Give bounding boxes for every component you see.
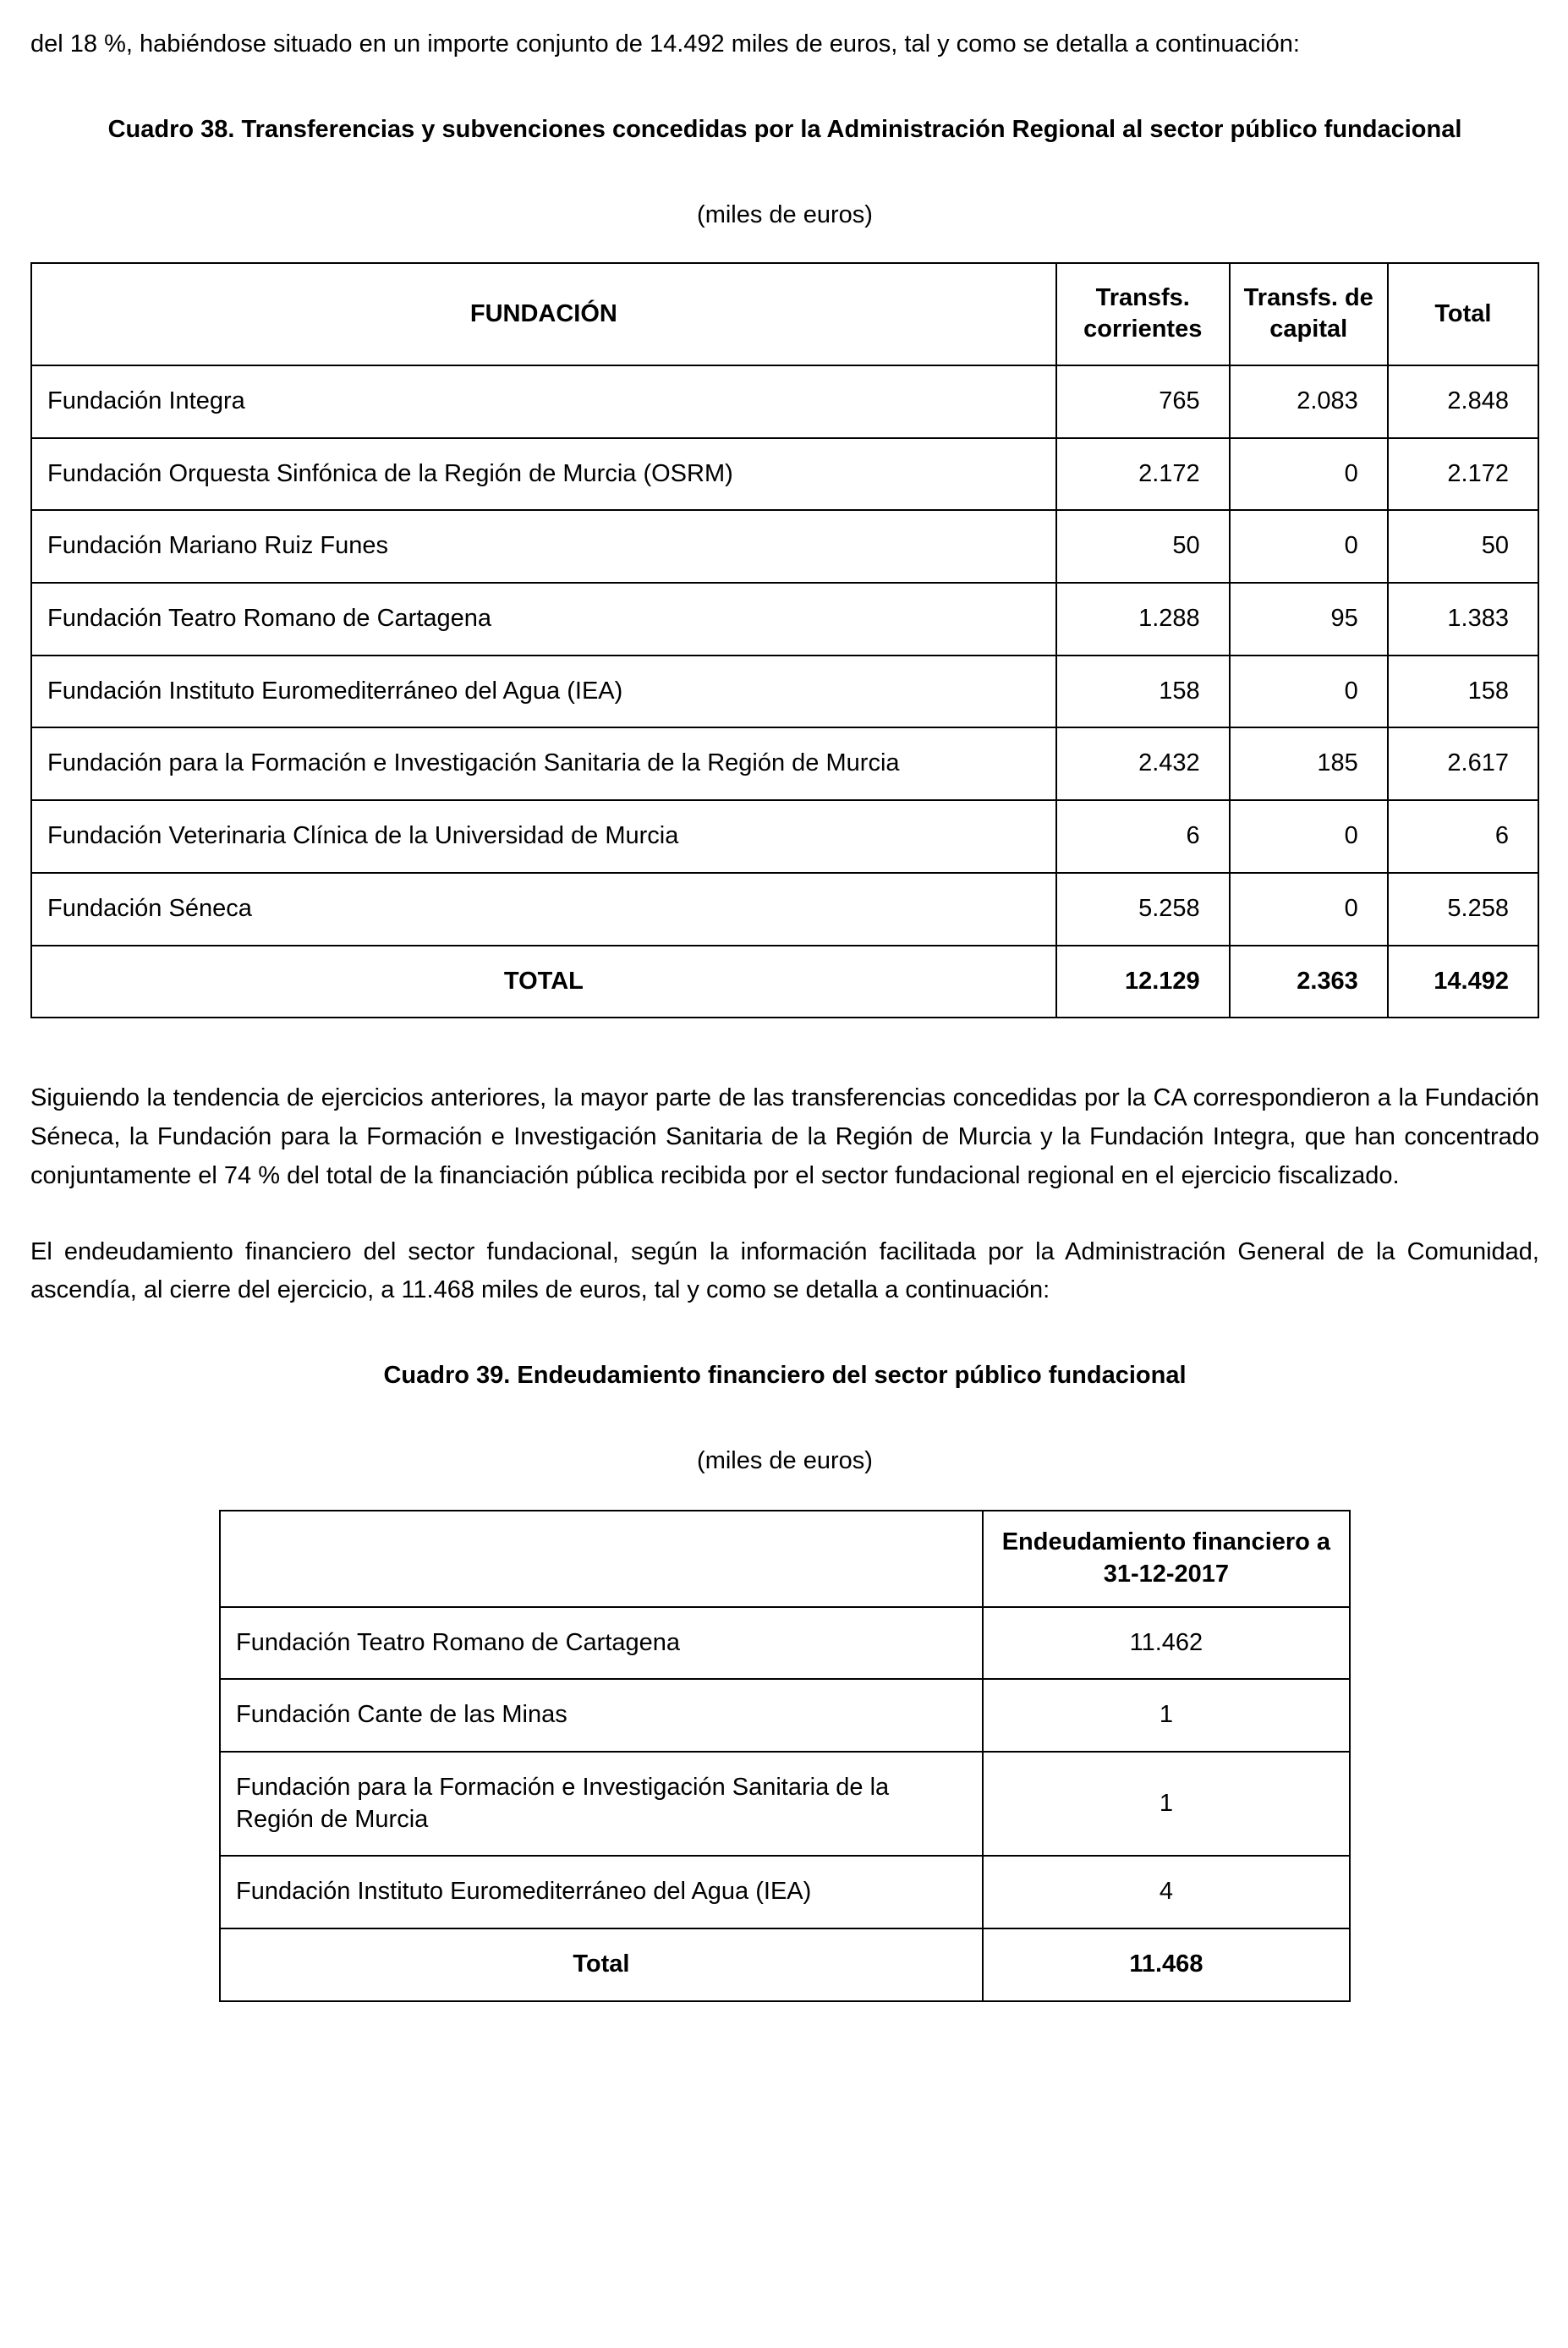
table39-header-row xyxy=(220,1511,1350,1606)
fundacion-name: Fundación Veterinaria Clínica de la Universidad de Murcia xyxy=(31,800,1056,873)
total-value: 2.172 xyxy=(1388,438,1538,511)
table-row xyxy=(220,1607,1350,1680)
transfs-capital-value: 0 xyxy=(1230,873,1388,946)
transfs-capital-value: 0 xyxy=(1230,800,1388,873)
transfs-corrientes-value: 765 xyxy=(1056,365,1230,438)
table38-units: (miles de euros) xyxy=(697,200,873,228)
transfs-corrientes-value: 6 xyxy=(1056,800,1230,873)
fundacion-name: Fundación Séneca xyxy=(31,873,1056,946)
table39-title: Cuadro 39. Endeudamiento financiero del sector público fundacional xyxy=(383,1362,1187,1390)
table-row xyxy=(220,1679,1350,1752)
intro-paragraph: del 18 %, habiéndose situado en un importe conjunto de 14.492 miles de euros, tal y como se detalla a continuación: xyxy=(30,30,1300,58)
transfs-corrientes-value: 2.432 xyxy=(1056,727,1230,800)
fundacion-name: Fundación Mariano Ruiz Funes xyxy=(31,510,1056,583)
transfs-corrientes-value: 158 xyxy=(1056,656,1230,728)
total-value: 50 xyxy=(1388,510,1538,583)
table39 xyxy=(219,1510,1351,2002)
table38-header-total: Total xyxy=(1388,263,1538,365)
table39-header-endeudamiento: Endeudamiento financiero a 31-12-2017 xyxy=(983,1511,1350,1606)
fundacion-name: Fundación Instituto Euromediterráneo del Agua (IEA) xyxy=(220,1856,983,1928)
fundacion-name: Fundación Instituto Euromediterráneo del Agua (IEA) xyxy=(31,656,1056,728)
transfs-corrientes-value: 50 xyxy=(1056,510,1230,583)
total-value: 158 xyxy=(1388,656,1538,728)
table-row xyxy=(31,365,1538,438)
transfs-corrientes-value: 2.172 xyxy=(1056,438,1230,511)
table38-header-fundacion: FUNDACIÓN xyxy=(31,263,1056,365)
table-row xyxy=(31,510,1538,583)
total-value: 2.848 xyxy=(1388,365,1538,438)
endeudamiento-value: 4 xyxy=(983,1856,1350,1928)
fundacion-name: Fundación Teatro Romano de Cartagena xyxy=(31,583,1056,656)
fundacion-name: Fundación Orquesta Sinfónica de la Región de Murcia (OSRM) xyxy=(31,438,1056,511)
table-row xyxy=(31,727,1538,800)
fundacion-name: Fundación para la Formación e Investigación Sanitaria de la Región de Murcia xyxy=(31,727,1056,800)
debt-paragraph: El endeudamiento financiero del sector fundacional, según la información facilitada por la Administración General de la Comunidad, ascendía, al cierre del ejercicio, a 11.468 miles de euros, tal y como se detalla a continuación: xyxy=(30,1237,1539,1304)
transfs-capital-value: 0 xyxy=(1230,438,1388,511)
endeudamiento-value: 1 xyxy=(983,1679,1350,1752)
table39-empty-header-cell xyxy=(220,1511,983,1606)
total-value: 5.258 xyxy=(1388,873,1538,946)
transfs-corrientes-value: 5.258 xyxy=(1056,873,1230,946)
transfs-capital-value: 0 xyxy=(1230,656,1388,728)
transfs-capital-value: 95 xyxy=(1230,583,1388,656)
table-row xyxy=(31,800,1538,873)
transfs-capital-value: 2.083 xyxy=(1230,365,1388,438)
table-row xyxy=(31,583,1538,656)
total-value: 1.383 xyxy=(1388,583,1538,656)
transfs-corrientes-value: 1.288 xyxy=(1056,583,1230,656)
total-corrientes-value: 12.129 xyxy=(1056,946,1230,1018)
endeudamiento-value: 1 xyxy=(983,1752,1350,1856)
total-label: TOTAL xyxy=(31,946,1056,1018)
table38-header-corrientes: Transfs. corrientes xyxy=(1056,263,1230,365)
total-label: Total xyxy=(220,1928,983,2001)
table39-units: (miles de euros) xyxy=(697,1447,873,1475)
trend-paragraph: Siguiendo la tendencia de ejercicios anteriores, la mayor parte de las transferencias concedidas por la CA correspondieron a la Fundación Séneca, la Fundación para la Formación e Investigación Sanitaria de la Región de Murcia y la Fundación Integra, que han concentrado conjuntamente el 74 % del total de la financiación pública recibida por el sector fundacional regional en el ejercicio fiscalizado. xyxy=(30,1084,1539,1189)
table38 xyxy=(30,262,1539,1019)
table38-header-capital: Transfs. de capital xyxy=(1230,263,1388,365)
grand-total-value: 14.492 xyxy=(1388,946,1538,1018)
table39-total-row xyxy=(220,1928,1350,2001)
total-endeudamiento-value: 11.468 xyxy=(983,1928,1350,2001)
table-row xyxy=(31,438,1538,511)
fundacion-name: Fundación Teatro Romano de Cartagena xyxy=(220,1607,983,1680)
fundacion-name: Fundación Cante de las Minas xyxy=(220,1679,983,1752)
table-row xyxy=(220,1856,1350,1928)
fundacion-name: Fundación para la Formación e Investigación Sanitaria de la Región de Murcia xyxy=(220,1752,983,1856)
total-value: 6 xyxy=(1388,800,1538,873)
table-row xyxy=(31,656,1538,728)
table-row xyxy=(220,1752,1350,1856)
table38-header-row xyxy=(31,263,1538,365)
transfs-capital-value: 185 xyxy=(1230,727,1388,800)
table38-total-row xyxy=(31,946,1538,1018)
fundacion-name: Fundación Integra xyxy=(31,365,1056,438)
total-capital-value: 2.363 xyxy=(1230,946,1388,1018)
endeudamiento-value: 11.462 xyxy=(983,1607,1350,1680)
table-row xyxy=(31,873,1538,946)
total-value: 2.617 xyxy=(1388,727,1538,800)
transfs-capital-value: 0 xyxy=(1230,510,1388,583)
table38-title: Cuadro 38. Transferencias y subvenciones concedidas por la Administración Regional al sector público fundacional xyxy=(107,115,1462,143)
